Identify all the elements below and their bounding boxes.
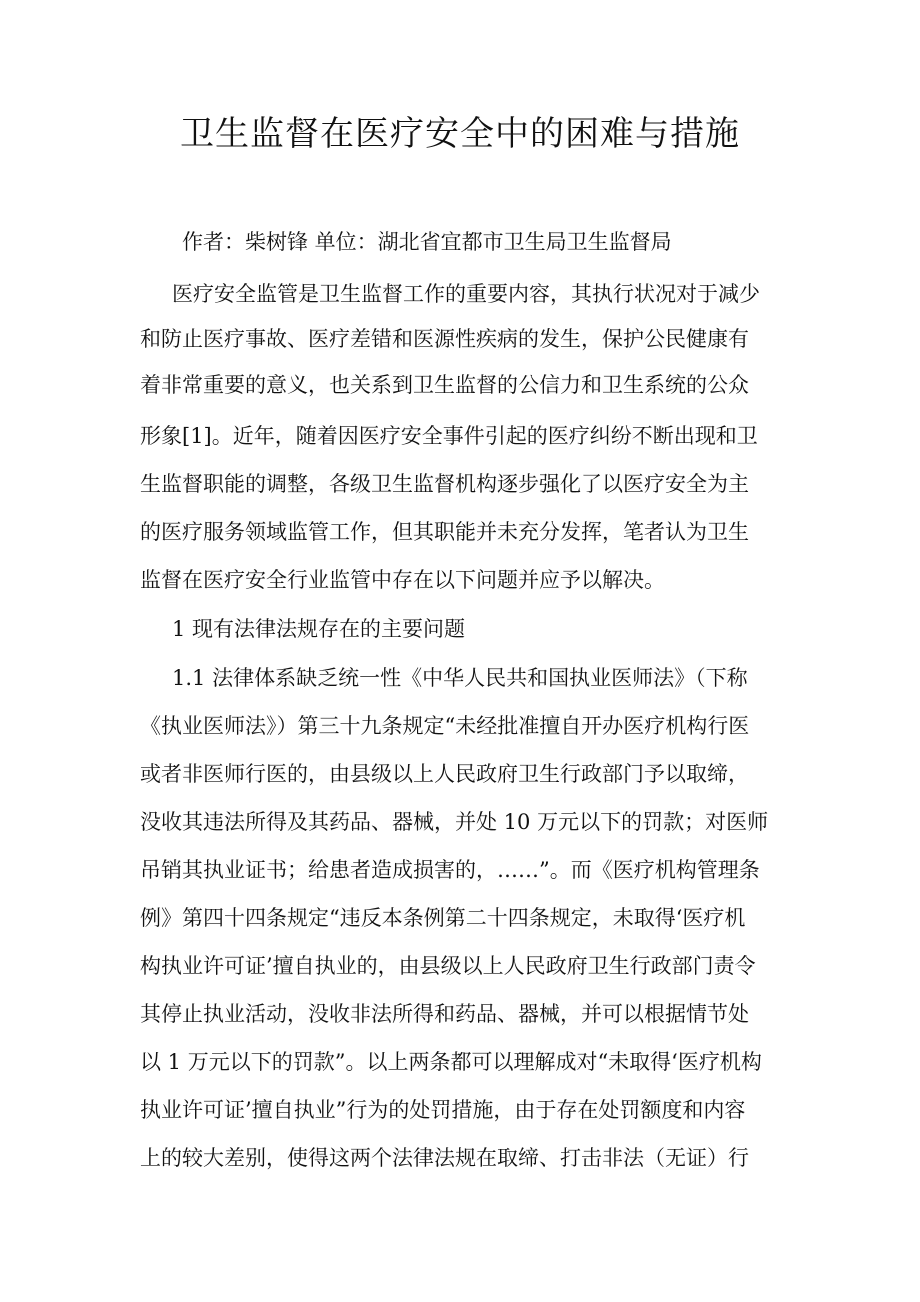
paragraph-line: 以 1 万元以下的罚款”。以上两条都可以理解成对“未取得‘医疗机构: [140, 1050, 762, 1074]
paragraph-line: 监督在医疗安全行业监管中存在以下问题并应予以解决。: [140, 568, 665, 592]
paragraph-line: 执业许可证’擅自执业”行为的处罚措施，由于存在处罚额度和内容: [140, 1098, 746, 1122]
paragraph-line: 其停止执业活动，没收非法所得和药品、器械，并可以根据情节处: [140, 1002, 749, 1026]
subsection-line: 1.1 法律体系缺乏统一性《中华人民共和国执业医师法》（下称: [172, 666, 748, 690]
paragraph-line: 构执业许可证’擅自执业的，由县级以上人民政府卫生行政部门责令: [140, 954, 756, 978]
paragraph-line: 例》第四十四条规定“违反本条例第二十四条规定，未取得‘医疗机: [140, 906, 746, 930]
author-line: 作者：柴树锋 单位：湖北省宜都市卫生局卫生监督局: [182, 230, 672, 254]
paragraph-line: 没收其违法所得及其药品、器械，并处 10 万元以下的罚款；对医师: [140, 810, 769, 834]
paragraph-line: 的医疗服务领域监管工作，但其职能并未充分发挥，笔者认为卫生: [140, 520, 749, 544]
paragraph-line: 医疗安全监管是卫生监督工作的重要内容，其执行状况对于减少: [172, 282, 760, 306]
paragraph-line: 《执业医师法》）第三十九条规定“未经批准擅自开办医疗机构行医: [140, 714, 750, 738]
paragraph-line: 吊销其执业证书；给患者造成损害的，……”。而《医疗机构管理条: [140, 858, 760, 882]
paragraph-line: 形象[1]。近年，随着因医疗安全事件引起的医疗纠纷不断出现和卫: [140, 424, 758, 448]
paragraph-line: 或者非医师行医的，由县级以上人民政府卫生行政部门予以取缔，: [140, 762, 749, 786]
section-heading: 1 现有法律法规存在的主要问题: [172, 617, 466, 641]
document-title: 卫生监督在医疗安全中的困难与措施: [180, 114, 740, 154]
paragraph-line: 生监督职能的调整，各级卫生监督机构逐步强化了以医疗安全为主: [140, 472, 749, 496]
paragraph-line: 上的较大差别，使得这两个法律法规在取缔、打击非法（无证）行: [140, 1146, 749, 1170]
paragraph-line: 着非常重要的意义，也关系到卫生监督的公信力和卫生系统的公众: [140, 373, 749, 397]
paragraph-line: 和防止医疗事故、医疗差错和医源性疾病的发生，保护公民健康有: [140, 327, 749, 351]
